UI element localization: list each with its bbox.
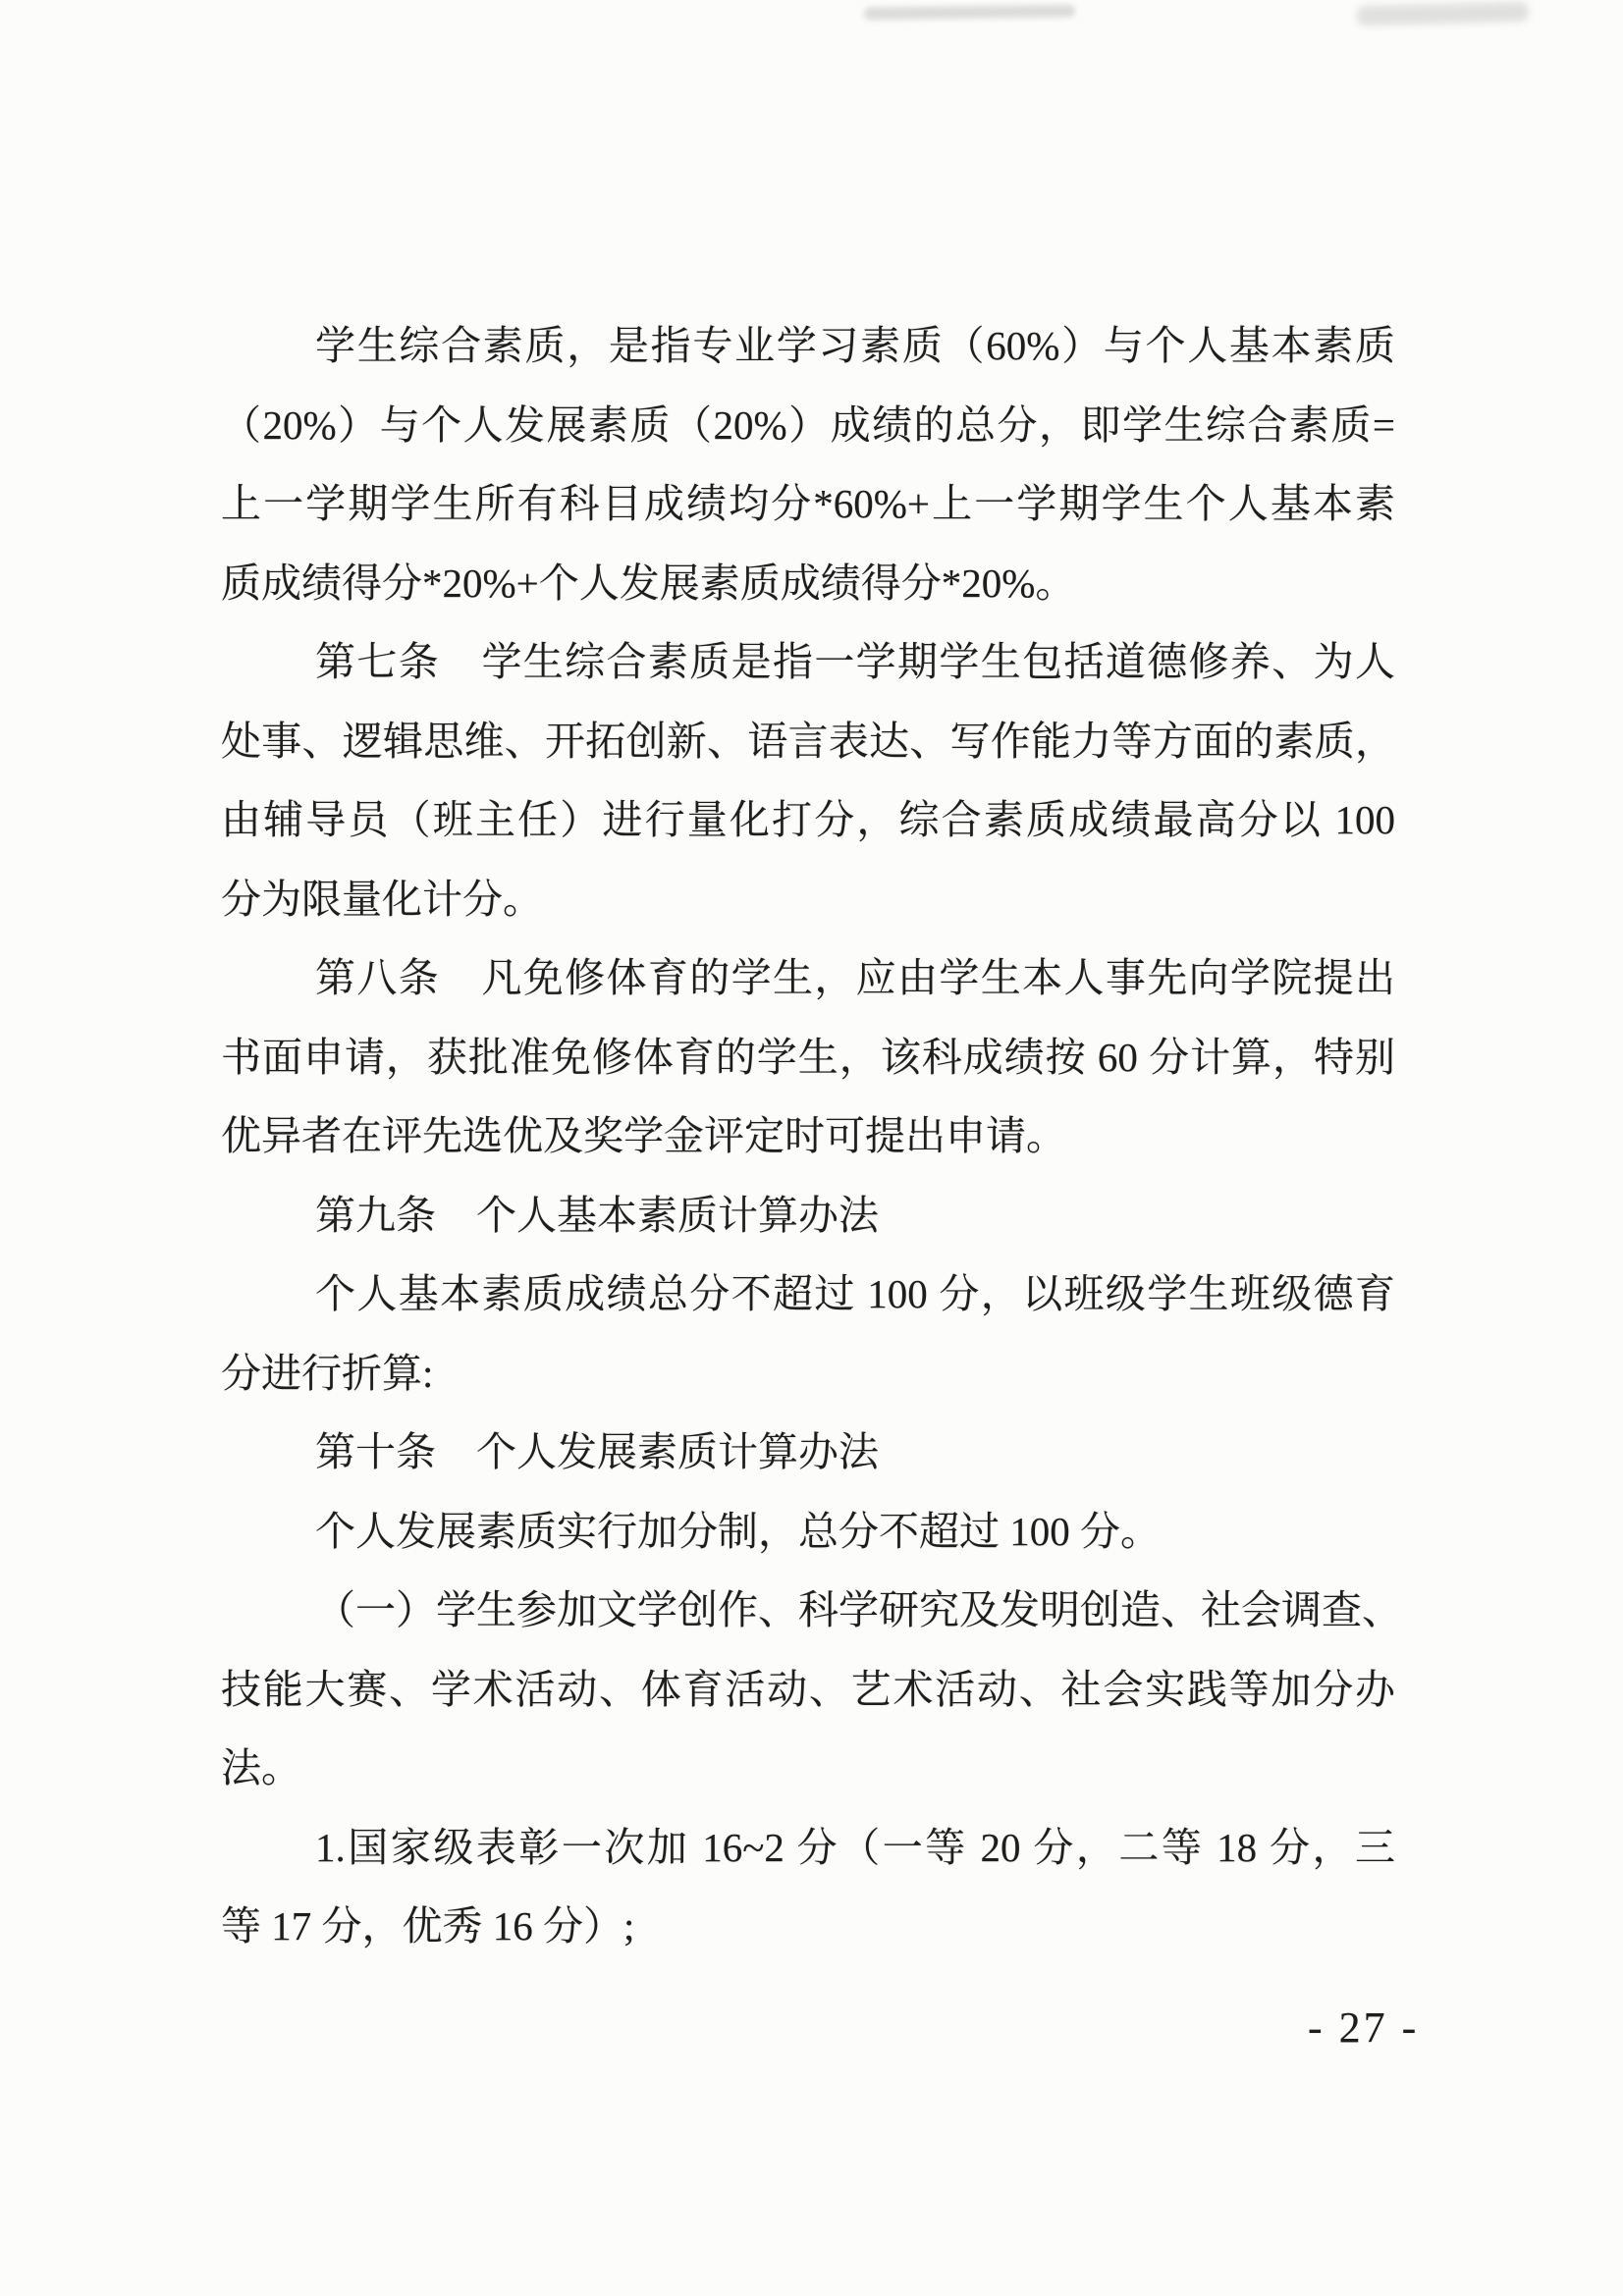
text-line: 书面申请，获批准免修体育的学生，该科成绩按 60 分计算，特别 [221,1034,1395,1080]
text-line: 学生综合素质，是指专业学习素质（60%）与个人基本素质 [315,323,1395,368]
text-line: 第十条 个人发展素质计算办法 [315,1429,879,1474]
scan-artifact-top-center [864,4,1075,20]
text-line: 处事、逻辑思维、开拓创新、语言表达、写作能力等方面的素质， [221,718,1395,764]
text-line: 第七条 学生综合素质是指一学期学生包括道德修养、为人 [315,639,1395,684]
text-line: 分为限量化计分。 [221,876,543,922]
text-line: （一）学生参加文学创作、科学研究及发明创造、社会调查、 [315,1587,1402,1632]
page-number: - 27 - [1308,2003,1420,2052]
text-line: 技能大赛、学术活动、体育活动、艺术活动、社会实践等加分办 [221,1666,1395,1712]
scan-artifact-top-right [1357,2,1529,27]
text-line: 法。 [221,1745,301,1790]
text-line: 个人发展素质实行加分制，总分不超过 100 分。 [315,1508,1161,1554]
text-line: 等 17 分，优秀 16 分）; [221,1903,635,1949]
text-line: 优异者在评先选优及奖学金评定时可提出申请。 [221,1113,1066,1158]
text-line: 上一学期学生所有科目成绩均分*60%+上一学期学生个人基本素 [221,481,1395,526]
text-line: 分进行折算: [221,1350,434,1396]
text-line: 个人基本素质成绩总分不超过 100 分，以班级学生班级德育 [315,1271,1395,1316]
text-line: （20%）与个人发展素质（20%）成绩的总分，即学生综合素质= [221,401,1395,448]
text-line: 由辅导员（班主任）进行量化打分，综合素质成绩最高分以 100 [221,797,1395,842]
text-block [221,306,1402,1966]
text-line: 第八条 凡免修体育的学生，应由学生本人事先向学院提出 [315,955,1395,1000]
text-line: 1.国家级表彰一次加 16~2 分（一等 20 分，二等 18 分，三 [315,1824,1395,1870]
text-line: 第九条 个人基本素质计算办法 [315,1192,879,1238]
text-line: 质成绩得分*20%+个人发展素质成绩得分*20%。 [221,560,1076,606]
